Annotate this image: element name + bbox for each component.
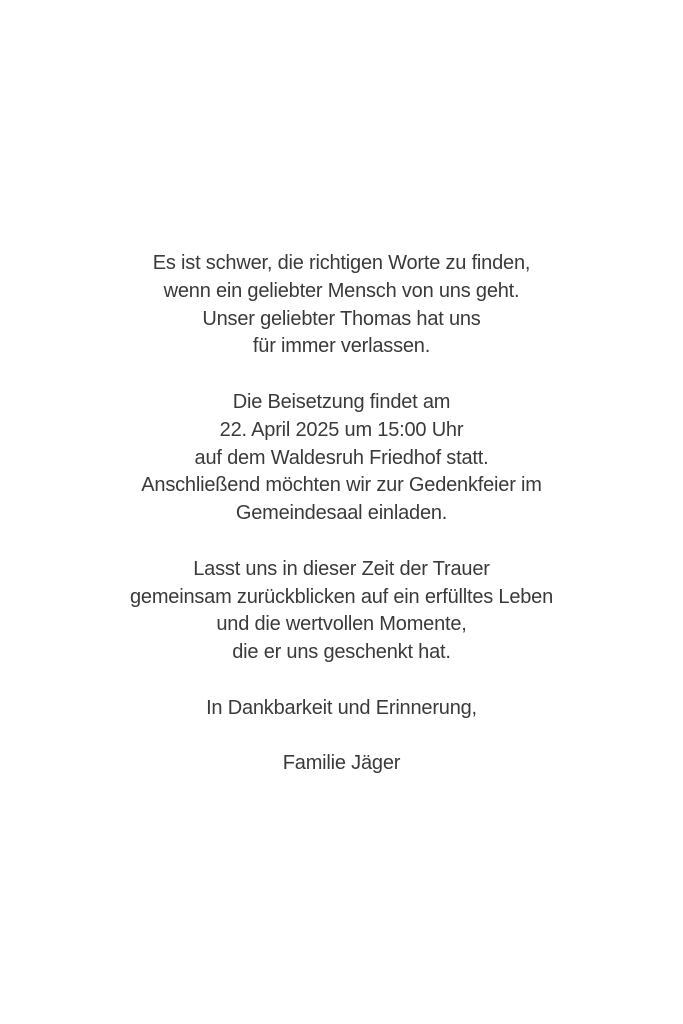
text-line: und die wertvollen Momente, bbox=[216, 613, 467, 636]
text-line: Gemeindesaal einladen. bbox=[235, 502, 448, 525]
funeral-details-paragraph bbox=[0, 389, 683, 528]
text-line: die er uns geschenkt hat. bbox=[232, 641, 451, 664]
text-line: Lasst uns in dieser Zeit der Trauer bbox=[193, 557, 490, 580]
text-line: Es ist schwer, die richtigen Worte zu finden, bbox=[152, 252, 531, 274]
paragraph-gap bbox=[0, 723, 683, 751]
remembrance-paragraph bbox=[0, 556, 683, 667]
text-line: Die Beisetzung findet am bbox=[232, 390, 451, 413]
text-line: für immer verlassen. bbox=[252, 335, 431, 358]
text-line: auf dem Waldesruh Friedhof statt. bbox=[194, 446, 489, 469]
signature: Familie Jäger bbox=[282, 752, 401, 775]
text-line: Anschließend möchten wir zur Gedenkfeier im bbox=[141, 474, 542, 497]
paragraph-gap bbox=[0, 361, 683, 389]
text-line: Unser geliebter Thomas hat uns bbox=[202, 307, 481, 330]
paragraph-gap bbox=[0, 667, 683, 695]
text-line: wenn ein geliebter Mensch von uns geht. bbox=[163, 279, 520, 302]
paragraph-gap bbox=[0, 528, 683, 556]
memorial-card bbox=[0, 250, 683, 778]
intro-paragraph bbox=[0, 250, 683, 361]
text-line: gemeinsam zurückblicken auf ein erfülltes Leben bbox=[129, 585, 554, 608]
text-line: 22. April 2025 um 15:00 Uhr bbox=[219, 418, 464, 441]
closing-line: In Dankbarkeit und Erinnerung, bbox=[206, 696, 477, 719]
